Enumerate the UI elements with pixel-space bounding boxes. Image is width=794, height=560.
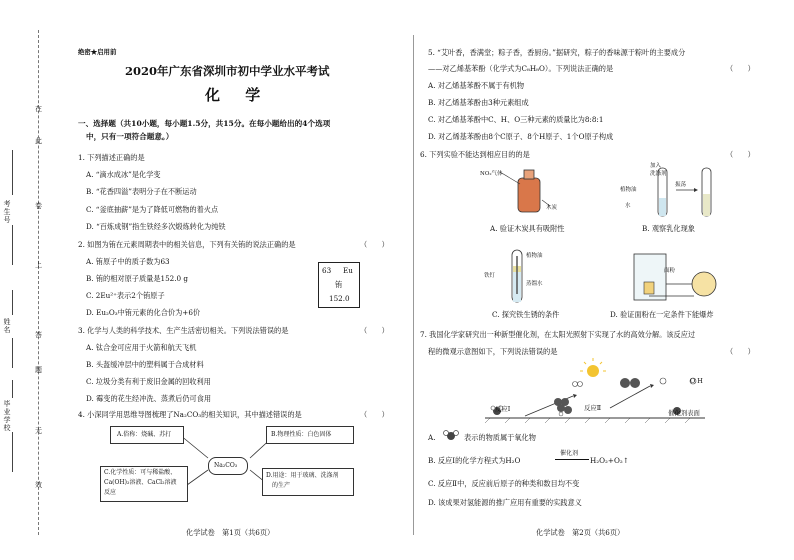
q5-option-b[interactable]: B. 对乙烯基苯酚由3种元素组成 (428, 98, 529, 107)
gutter-char: 无 (35, 427, 42, 435)
element-symbol: Eu (343, 266, 353, 275)
catalyst-condition: 催化剂 (560, 450, 579, 457)
mindmap-box-d (262, 468, 354, 496)
fig-b-label-4: 植物油 (620, 187, 637, 193)
gutter-char: 卷 (35, 202, 42, 210)
q6-option-d[interactable]: D. 验证面粉在一定条件下能爆炸 (610, 310, 714, 319)
q5-stem-2: ——对乙烯基苯酚（化学式为C₈H₈O）。下列说法正确的是 (428, 64, 614, 73)
mindmap-c-text-3: 反应 (104, 489, 117, 496)
name-label: 姓名 (3, 318, 11, 334)
q6-option-c[interactable]: C. 探究铁生锈的条件 (492, 310, 560, 319)
q3-option-c[interactable]: C. 垃圾分类有利于废旧金属的回收利用 (86, 377, 211, 386)
catalyst-surface-label: 催化剂表面 (668, 409, 700, 417)
fig-c-label-2: 铁钉 (484, 273, 496, 279)
fig-a-label: NO₂气体 (480, 171, 503, 177)
fig-d-apparatus (628, 244, 728, 310)
element-number: 63 (322, 266, 332, 275)
section-heading: 一、选择题（共10小题，每小题1.5分，共15分。在每小题给出的4个选项 (78, 119, 331, 128)
mindmap-d-text-2: 的生产 (272, 482, 291, 489)
q4-stem: 4. 小深同学用思维导图梳理了Na₂CO₃的相关知识，其中描述错误的是 (78, 410, 302, 419)
exam-number-label: 考生号 (3, 200, 11, 224)
q2-stem: 2. 如图为铕在元素周期表中的相关信息，下列有关铕的说法正确的是 (78, 240, 296, 249)
element-name: 铕 (335, 280, 343, 289)
q5-stem: 5. “艾叶香，香满堂；粽子香，香厨房。”据研究，粽子的香味源于粽叶的主要成分 (428, 48, 686, 57)
fig-b-label-2: 洗涤剂 (650, 171, 667, 177)
exam-title: 2020年广东省深圳市初中学业水平考试 (125, 64, 330, 78)
school-label: 毕业学校 (3, 400, 11, 432)
mindmap-d-text: D.用途：用于玻璃、洗涤剂 (266, 472, 339, 479)
mindmap-c-text-2: Ca(OH)₂溶液、CaCl₂溶液 (104, 479, 177, 486)
q5-blank[interactable]: （ ） (726, 64, 755, 73)
gutter-char: 此 (35, 137, 42, 145)
fig-d-label: 面粉 (664, 268, 676, 274)
q4-blank[interactable]: （ ） (360, 410, 389, 419)
q7-option-c[interactable]: C. 反应Ⅱ中，反应前后原子的种类和数目均不变 (428, 479, 580, 488)
q3-blank[interactable]: （ ） (360, 326, 389, 335)
q7-option-a[interactable]: 表示的物质属于氧化物 (464, 433, 536, 442)
q6-stem: 6. 下列实验不能达到相应目的的是 (420, 150, 530, 159)
element-cell (318, 262, 360, 308)
gutter-char: 在 (35, 105, 42, 113)
element-mass: 152.0 (329, 294, 350, 303)
reaction-2-label: 反应Ⅱ (584, 404, 602, 412)
q1-option-a[interactable]: A. “滴水成冰”是化学变 (86, 170, 161, 179)
mindmap-box-a (110, 426, 184, 444)
q1-option-d[interactable]: D. “百炼成钢”指生铁经多次煅炼转化为纯铁 (86, 222, 226, 231)
fig-c-label-3: 蒸馏水 (526, 281, 543, 287)
q5-option-d[interactable]: D. 对乙烯基苯酚由8个C原子、8个H原子、1个O原子构成 (428, 132, 614, 141)
exam-number-field[interactable] (12, 150, 13, 195)
gutter-char: 效 (35, 481, 42, 489)
mindmap-center (208, 457, 248, 475)
q5-option-a[interactable]: A. 对乙烯基苯酚不属于有机物 (428, 81, 525, 90)
mindmap-box-c (100, 466, 188, 502)
fig-b-tubes (630, 160, 730, 226)
fig-a-label-2: 木炭 (546, 205, 558, 211)
subject-title: 化 学 (205, 86, 271, 104)
legend-text: O H (690, 377, 703, 385)
q7-option-d[interactable]: D. 该成果对氢能源的推广应用有重要的实践意义 (428, 498, 582, 507)
q7-stem-2: 程的微观示意图如下，下列说法错误的是 (428, 347, 558, 356)
school-field-2[interactable] (12, 432, 13, 472)
q3-option-b[interactable]: B. 头盔缓冲层中的塑料属于合成材料 (86, 360, 204, 369)
q6-option-b[interactable]: B. 观察乳化现象 (642, 224, 695, 233)
q1-option-c[interactable]: C. “釜底抽薪”是为了降低可燃物的着火点 (86, 205, 219, 214)
q6-option-a[interactable]: A. 验证木炭具有吸附性 (490, 224, 565, 233)
exam-number-field-2[interactable] (12, 225, 13, 265)
q2-option-b[interactable]: B. 铕的相对原子质量是152.0 g (86, 274, 189, 283)
q6-blank[interactable]: （ ） (726, 150, 755, 159)
equation-products: H₂O₂+O₂↑ (590, 456, 629, 465)
q3-stem: 3. 化学与人类的科学技术、生产生活密切相关。下列说法错误的是 (78, 326, 289, 335)
name-field[interactable] (12, 290, 13, 315)
q2-blank[interactable]: （ ） (360, 240, 389, 249)
q1-option-b[interactable]: B. “花香四溢”表明分子在不断运动 (86, 187, 197, 196)
q1-stem: 1. 下列描述正确的是 (78, 153, 145, 162)
fig-b-label-3: 振荡 (675, 182, 687, 188)
section-heading-2: 中，只有一项符合题意。） (86, 132, 174, 141)
gutter-char: 上 (35, 261, 42, 269)
mindmap-a-text: A.俗称：烧碱、苏打 (117, 431, 172, 438)
q5-option-c[interactable]: C. 对乙烯基苯酚中C、H、O三种元素的质量比为8:8:1 (428, 115, 604, 124)
secret-label: 绝密★启用前 (78, 48, 117, 56)
q3-option-d[interactable]: D. 霉变的花生经冲洗、蒸煮后仍可食用 (86, 394, 212, 403)
fig-c-label: 植物油 (526, 253, 543, 259)
page-divider (413, 35, 414, 535)
name-field-2[interactable] (12, 338, 13, 368)
right-footer: 化学试卷 第2页（共6页） (536, 528, 625, 537)
q7-stem: 7. 我国化学家研究出一种新型催化剂，在太阳光照射下实现了水的高效分解。该反应过 (420, 330, 696, 339)
reaction-1-label: 反应Ⅰ (495, 405, 511, 413)
q7-option-b[interactable]: B. 反应Ⅰ的化学方程式为H₂O (428, 456, 521, 465)
q3-option-a[interactable]: A. 钛合金可应用于火箭和航天飞机 (86, 343, 197, 352)
fig-b-label-5: 水 (625, 203, 631, 209)
q2-option-d[interactable]: D. Eu₂O₃中铕元素的化合价为+6价 (86, 308, 201, 317)
gutter-char: 题 (35, 366, 42, 374)
mindmap-center-text: Na₂CO₃ (214, 462, 238, 469)
equation-arrow (555, 459, 589, 460)
q7-a-prefix[interactable]: A. (428, 433, 436, 442)
left-footer: 化学试卷 第1页（共6页） (186, 528, 275, 537)
mindmap-box-b (266, 426, 354, 444)
q2-option-c[interactable]: C. 2Eu²⁺表示2个铕原子 (86, 291, 165, 300)
molecule-icon (440, 428, 462, 442)
mindmap-c-text: C.化学性质：可与稀盐酸、 (104, 469, 177, 476)
gutter-char: 答 (35, 331, 42, 339)
fig-b-label: 加入 (650, 163, 662, 169)
mindmap-b-text: B.物理性质：白色固体 (271, 431, 332, 438)
q7-blank[interactable]: （ ） (726, 347, 755, 356)
school-field[interactable] (12, 380, 13, 398)
q2-option-a[interactable]: A. 铕原子中的质子数为63 (86, 257, 170, 266)
